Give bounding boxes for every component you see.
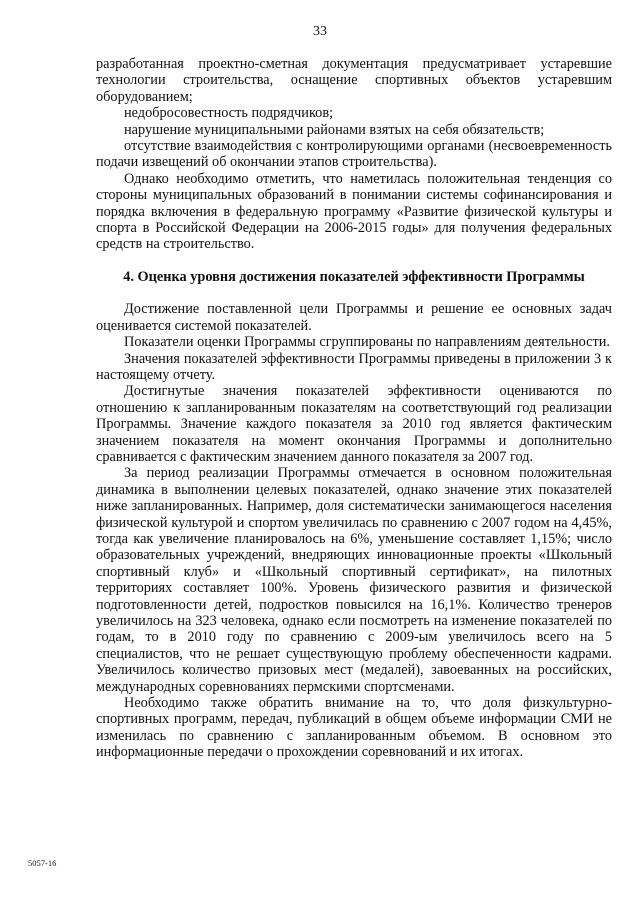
paragraph: Достижение поставленной цели Программы и решение ее основных задач оценивается системой показателей. bbox=[96, 301, 612, 334]
page-number: 33 bbox=[313, 24, 327, 39]
list-item: недобросовестность подрядчиков; bbox=[124, 105, 334, 122]
paragraph: Необходимо также обратить внимание на то, что доля физкультурно-спортивных программ, передач, публикаций в общем объеме информации СМИ не изменилась по сравнению с запланированным объемом. В основном это информационные передачи о прохождении соревнований и их итогах. bbox=[96, 695, 612, 761]
paragraph: Достигнутые значения показателей эффективности оцениваются по отношению к запланированным показателям на соответствующий год реализации Программы. Значение каждого показателя за 2010 год является фактическим значением показателя на момент окончания Программы и дополнительно сравнивается с фактическим значением данного показателя за 2007 год. bbox=[96, 383, 612, 465]
list-item: отсутствие взаимодействия с контролирующими органами (несвоевременность подачи извещений об окончании этапов строительства). bbox=[96, 138, 612, 171]
paragraph: Показатели оценки Программы сгруппированы по направлениям деятельности. bbox=[124, 334, 610, 351]
document-code: 5057-16 bbox=[28, 858, 57, 868]
section-heading: 4. Оценка уровня достижения показателей эффективности Программы bbox=[123, 268, 585, 285]
document-body bbox=[96, 56, 612, 761]
paragraph: За период реализации Программы отмечается в основном положительная динамика в выполнении целевых показателей, однако значение этих показателей ниже запланированных. Например, доля систематически занимающегося населения физической культурой и спортом увеличилась по сравнению с 2007 годом на 4,45%, тогда как увеличение планировалось на 6%, уменьшение составляет 1,15%; число образовательных учреждений, внедряющих инновационные проекты «Школьный спортивный клуб» и «Школьный спортивный сертификат», на пилотных территориях составляет 100%. Уровень физического развития и физической подготовленности детей, подростков повысился на 16,1%. Количество тренеров увеличилось на 323 человека, однако если посмотреть на изменение показателей по годам, то в 2010 году по сравнению с 2009-ым увеличилось всего на 5 специалистов, что не решает существующую проблему обеспеченности кадрами. Увеличилось количество призовых мест (медалей), завоеванных на российских, международных соревнованиях пермскими спортсменами. bbox=[96, 465, 612, 695]
paragraph-continuation: разработанная проектно-сметная документация предусматривает устаревшие технологии строительства, оснащение спортивных объектов устаревшим оборудованием; bbox=[96, 56, 612, 105]
paragraph: Значения показателей эффективности Программы приведены в приложении 3 к настоящему отчету. bbox=[96, 350, 612, 383]
list-item: нарушение муниципальными районами взятых на себя обязательств; bbox=[124, 121, 545, 138]
paragraph: Однако необходимо отметить, что наметилась положительная тенденция со стороны муниципальных образований в понимании системы софинансирования и порядка включения в федеральную программу «Развитие физической культуры и спорта в Российской Федерации на 2006-2015 годы» для получения федеральных средств на строительство. bbox=[96, 170, 612, 253]
